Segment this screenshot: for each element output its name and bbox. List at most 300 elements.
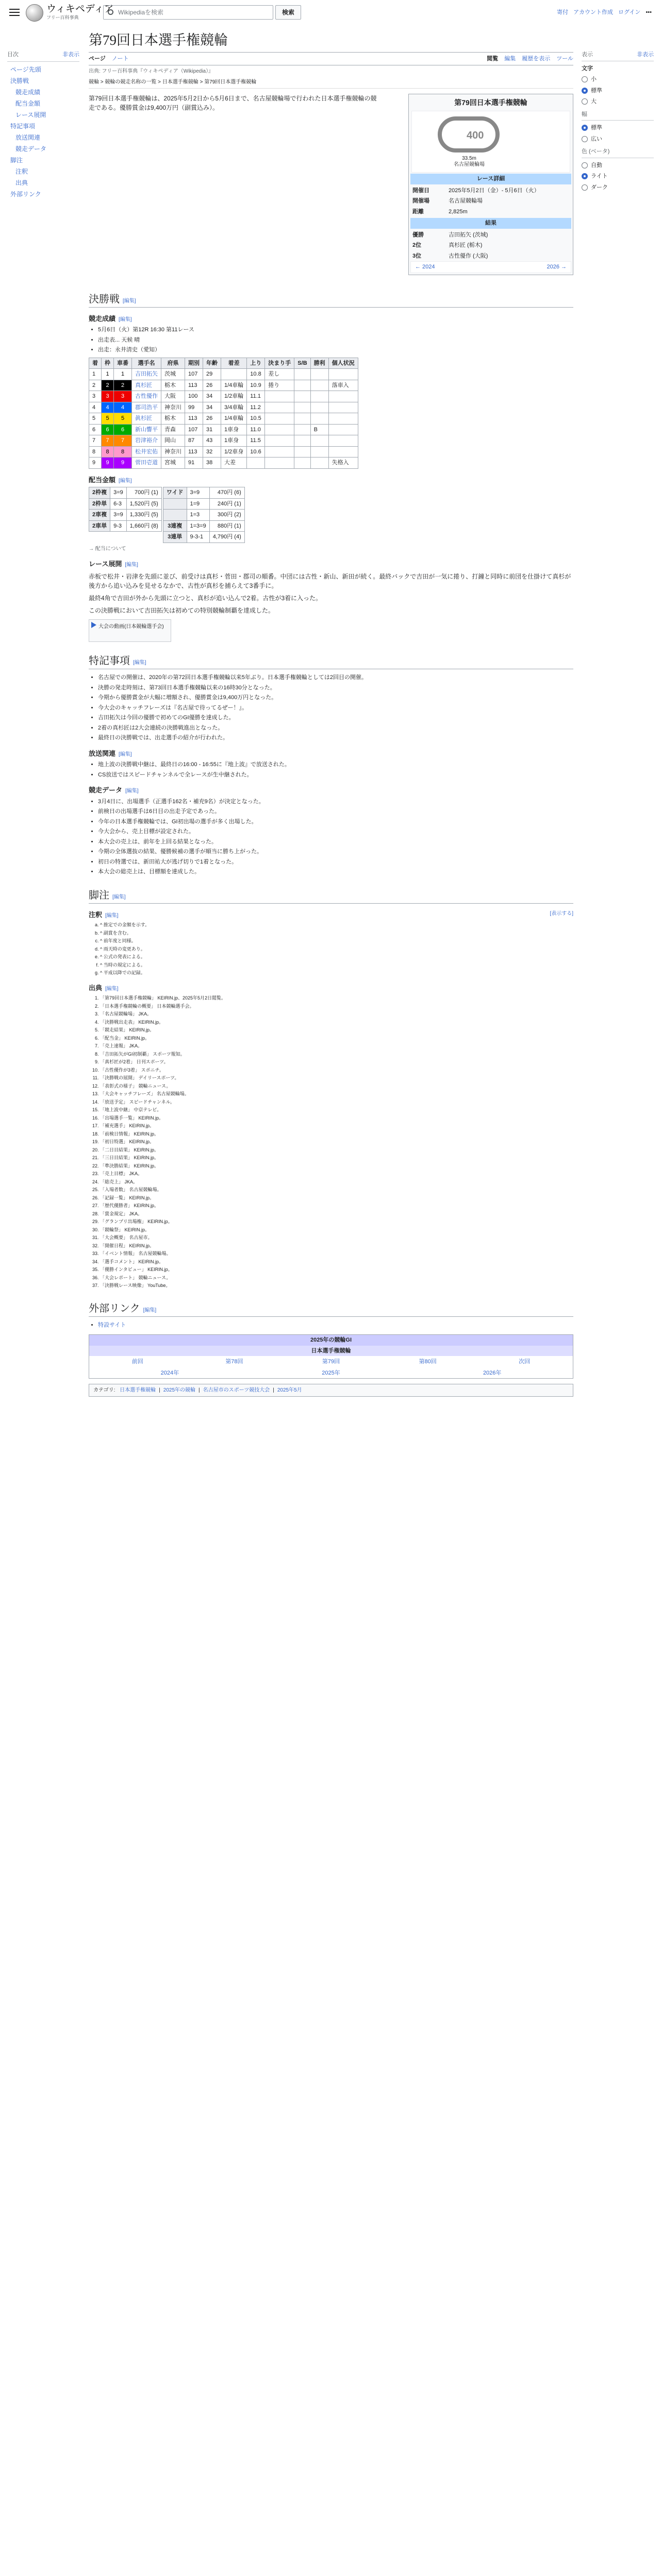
results-column-header: 年齢	[203, 358, 221, 369]
track-caption: 名古屋競輪場	[454, 162, 485, 167]
note-item: • 決勝の発走時刻は、第73回日本選手権競輪以来の16時30分となった。	[98, 684, 573, 692]
results-cell: 11.5	[247, 435, 265, 447]
navbox-link[interactable]: 前回	[131, 1359, 143, 1365]
source-item: 24. 「総売上」 JKA。	[100, 1179, 573, 1186]
payout-cell: 3=9	[187, 487, 209, 499]
infobox-row	[410, 240, 571, 251]
results-cell: 9	[114, 457, 132, 469]
results-cell: 8	[114, 446, 132, 457]
appearance-header: 表示 非表示	[582, 50, 654, 61]
payout-cell: 9-3-1	[187, 532, 209, 543]
results-cell: 神奈川	[161, 402, 185, 413]
donate-link[interactable]: 寄付	[557, 9, 569, 15]
play-icon	[91, 622, 96, 628]
results-cell: 3	[114, 391, 132, 402]
navbox-title[interactable]: 2025年の競輪GI	[89, 1335, 573, 1346]
race-paragraph: 赤板で松井・岩津を先頭に並び、前受けは真杉・菅田・郡司の順番。中団には古性・新山、新田が続く。最終バックで吉田が一気に捲り、打鐘と同時に前団を仕掛けて真杉が後方から追い込みを見せるなかで、古性が真杉を捕らえて3番手に。	[89, 573, 571, 589]
results-cell: 31	[203, 424, 221, 435]
source-item: 34. 「選手コメント」 KEIRIN.jp。	[100, 1259, 573, 1266]
source-item: 14. 「放送予定」 スピードチャンネル。	[100, 1099, 573, 1106]
subsection-sources: 出典 [編集]	[89, 984, 119, 992]
results-cell: 2	[114, 380, 132, 391]
results-cell: 捲り	[265, 380, 294, 391]
breadcrumb[interactable]: 競輪 > 競輪の競走名称の一覧 > 日本選手権競輪 > 第79回日本選手権競輪	[89, 77, 573, 89]
source-item: 27. 「歴代優勝者」 KEIRIN.jp。	[100, 1202, 573, 1210]
results-cell: 岡山	[161, 435, 185, 447]
results-row	[89, 380, 358, 391]
results-cell	[310, 391, 328, 402]
infobox-nav	[410, 261, 571, 273]
results-cell	[328, 369, 358, 380]
source-item: 15. 「地上波中継」 中京テレビ。	[100, 1107, 573, 1114]
results-cell: 1/4車輪	[221, 413, 247, 425]
payout-cell: 300円 (2)	[209, 510, 244, 521]
toc-item[interactable]: 特記事項	[10, 122, 36, 130]
tab-tools[interactable]: ツール	[556, 55, 573, 62]
radio-icon[interactable]	[582, 184, 588, 191]
results-cell	[221, 369, 247, 380]
payout-cell: 3=9	[110, 487, 127, 499]
results-cell: 4	[89, 402, 102, 413]
search-input[interactable]	[103, 5, 273, 20]
results-cell: 100	[185, 391, 203, 402]
results-row	[89, 457, 358, 469]
appearance-panel	[582, 50, 654, 194]
results-cell: 9	[89, 457, 102, 469]
infobox-value: 2025年5月2日（金）- 5月6日（火）	[449, 187, 540, 194]
payout-cell: 2枠単	[89, 498, 110, 510]
infobox-row	[410, 207, 571, 217]
toc-header: 目次 非表示	[7, 50, 79, 62]
infobox-key: 3位	[412, 252, 422, 259]
toc-item[interactable]: 注釈	[15, 167, 28, 175]
edit-link[interactable]: [編集]	[143, 1307, 157, 1313]
payout-row	[89, 510, 162, 521]
external-link[interactable]: 特設サイト	[98, 1321, 126, 1328]
results-cell[interactable]: 菅田壱道	[132, 457, 161, 469]
edit-link[interactable]: [編集]	[125, 788, 139, 794]
navbox-link[interactable]: 2024年	[160, 1369, 179, 1376]
category-link[interactable]: 日本選手権競輪	[120, 1387, 156, 1393]
results-row	[89, 424, 358, 435]
source-item: 20. 「二日目結果」 KEIRIN.jp。	[100, 1147, 573, 1154]
results-column-header: S/B	[294, 358, 310, 369]
notes-toggle[interactable]: [表示する]	[550, 910, 573, 917]
results-cell: 落車入	[328, 380, 358, 391]
infobox-key: 優勝	[412, 231, 424, 238]
results-column-header: 個人状況	[328, 358, 358, 369]
results-cell	[294, 369, 310, 380]
broadcast-item: • CS放送ではスピードチャンネルで全レースが生中継された。	[98, 771, 573, 779]
source-item: 3. 「名古屋競輪場」 JKA。	[100, 1011, 573, 1018]
toc-hide-button[interactable]: 非表示	[62, 52, 79, 58]
source-item: 9. 「真杉匠が2着」 日刊スポーツ。	[100, 1059, 573, 1066]
track-length: 400	[467, 130, 484, 141]
edit-link[interactable]: [編集]	[133, 660, 146, 666]
infobox-value: 真杉匠 (栃木)	[449, 242, 483, 248]
next-edition-link[interactable]: 2026 →	[547, 264, 567, 270]
section-final: 決勝戦 [編集]	[89, 292, 573, 308]
results-cell	[265, 457, 294, 469]
source-item: 26. 「記録一覧」 KEIRIN.jp。	[100, 1195, 573, 1202]
note-item: • 吉田拓矢は今回の優勝で初めてのGI優勝を達成した。	[98, 714, 573, 722]
edit-link[interactable]: [編集]	[123, 298, 136, 304]
results-column-header: 勝利	[310, 358, 328, 369]
navbox-link[interactable]: 2026年	[483, 1369, 502, 1376]
source-item: 6. 「配当金」 KEIRIN.jp。	[100, 1035, 573, 1042]
results-cell	[265, 413, 294, 425]
payout-cell: 470円 (6)	[209, 487, 244, 499]
toc-item[interactable]: 外部リンク	[10, 190, 41, 198]
text-option-label: 大	[591, 98, 597, 105]
payout-cell: 240円 (1)	[209, 498, 244, 510]
results-cell: 1	[89, 369, 102, 380]
track-bank: 33.5m	[462, 156, 476, 161]
payout-cell: 700円 (1)	[126, 487, 161, 499]
data-item: • 前検日の出場選手は6日目の出走予定であった。	[98, 807, 573, 816]
results-cell: 26	[203, 380, 221, 391]
radio-icon[interactable]	[582, 76, 588, 82]
results-cell: 差し	[265, 369, 294, 380]
navbox	[89, 1334, 573, 1379]
race-video[interactable]	[89, 619, 171, 642]
wikipedia-globe-icon	[26, 4, 43, 22]
payout-cell	[163, 498, 187, 510]
results-cell: 1車身	[221, 435, 247, 447]
results-cell: 大阪	[161, 391, 185, 402]
results-cell: 29	[203, 369, 221, 380]
edit-link[interactable]: [編集]	[105, 986, 119, 992]
results-cell: 6	[102, 424, 114, 435]
source-item: 4. 「決勝戦出走表」 KEIRIN.jp。	[100, 1019, 573, 1026]
source-item: 22. 「準決勝結果」 KEIRIN.jp。	[100, 1163, 573, 1170]
payout-cell: 1=3=9	[187, 520, 209, 532]
results-cell: 7	[102, 435, 114, 447]
payout-cell	[163, 510, 187, 521]
toc-item[interactable]: 競走データ	[15, 145, 47, 152]
results-cell: 10.6	[247, 446, 265, 457]
tab-talk[interactable]: ノート	[111, 55, 129, 62]
categories-label[interactable]: カテゴリ:	[93, 1387, 115, 1393]
source-item: 33. 「イベント情報」 名古屋競輪場。	[100, 1250, 573, 1258]
color-option[interactable]	[582, 183, 654, 192]
results-cell	[328, 446, 358, 457]
payout-cell: 3連複	[163, 520, 187, 532]
toc-item[interactable]: 出典	[15, 179, 28, 187]
subsection-notes: 注釈 [編集] [表示する]	[89, 910, 573, 919]
payout-cell: 1,330円 (5)	[126, 510, 161, 521]
navbox-link[interactable]: 2025年	[322, 1369, 340, 1376]
results-cell: 1	[114, 369, 132, 380]
edit-link[interactable]: [編集]	[105, 912, 119, 919]
results-row	[89, 369, 358, 380]
toc-item[interactable]: 配当金額	[15, 99, 41, 107]
results-cell: 宮城	[161, 457, 185, 469]
text-option[interactable]	[582, 97, 654, 106]
results-cell[interactable]: 真杉匠	[132, 380, 161, 391]
edit-link[interactable]: [編集]	[119, 316, 132, 323]
color-option[interactable]	[582, 161, 654, 170]
payout-cell: 1,660円 (8)	[126, 520, 161, 532]
payout-row	[89, 487, 162, 499]
payout-cell: 9-3	[110, 520, 127, 532]
results-cell	[294, 380, 310, 391]
results-cell	[294, 435, 310, 447]
category-link[interactable]: 2025年5月	[277, 1387, 302, 1393]
results-cell[interactable]: 松井宏佑	[132, 446, 161, 457]
infobox-key: 開催場	[412, 198, 429, 204]
results-cell: 8	[102, 446, 114, 457]
results-cell	[328, 424, 358, 435]
toc-item[interactable]: 決勝戦	[10, 77, 29, 84]
infobox-value: 2,825m	[449, 208, 468, 215]
results-cell: 5	[102, 413, 114, 425]
payout-cell: 4,790円 (4)	[209, 532, 244, 543]
subsection-broadcast: 放送関連 [編集]	[89, 749, 132, 757]
source-item: 1. 「第79回日本選手権競輪」 KEIRIN.jp、2025年5月2日閲覧。	[100, 995, 573, 1002]
width-option[interactable]	[582, 135, 654, 144]
results-cell: 43	[203, 435, 221, 447]
results-cell: 神奈川	[161, 446, 185, 457]
payout-cell: 880円 (1)	[209, 520, 244, 532]
category-separator: |	[159, 1387, 160, 1393]
results-cell: B	[310, 424, 328, 435]
width-option[interactable]	[582, 124, 654, 132]
results-table	[89, 358, 358, 469]
results-cell: 1車身	[221, 424, 247, 435]
results-cell: 4	[114, 402, 132, 413]
results-cell: 2	[89, 380, 102, 391]
radio-icon[interactable]	[582, 136, 588, 142]
source-item: 28. 「賞金規定」 JKA。	[100, 1211, 573, 1218]
header	[0, 0, 662, 26]
toc-item[interactable]: レース展開	[15, 111, 46, 118]
site-tagline: フリー百科事典	[46, 15, 79, 21]
payout-cell: 6-3	[110, 498, 127, 510]
source-item: 17. 「補充選手」 KEIRIN.jp。	[100, 1123, 573, 1130]
category-link[interactable]: 2025年の競輪	[163, 1387, 196, 1393]
results-cell	[265, 391, 294, 402]
results-cell: 11.2	[247, 402, 265, 413]
results-cell: 6	[89, 424, 102, 435]
data-item: • 今年の日本選手権競輪では、GI初出場の選手が多く出場した。	[98, 818, 573, 826]
toc-item[interactable]: ページ先頭	[10, 65, 41, 73]
final-meta-item: • 出走：永井清史（愛知）	[98, 346, 573, 354]
payout-cell: 3連単	[163, 532, 187, 543]
results-cell: 34	[203, 402, 221, 413]
source-item: 30. 「競輪祭」 KEIRIN.jp。	[100, 1227, 573, 1234]
results-row	[89, 413, 358, 425]
edit-link[interactable]: [編集]	[119, 478, 132, 484]
payout-table-right	[163, 487, 245, 543]
navbox-link[interactable]: 第80回	[419, 1359, 437, 1365]
results-cell: 1/4車輪	[221, 380, 247, 391]
login-link[interactable]: ログイン	[618, 9, 641, 15]
results-cell[interactable]: 古性優作	[132, 391, 161, 402]
source-item: 29. 「グランプリ出場権」 KEIRIN.jp。	[100, 1218, 573, 1226]
note-item: • 今期から優勝賞金が大幅に増額され、優勝賞金は9,400万円となった。	[98, 693, 573, 702]
note-item: • 名古屋での開催は、2020年の第72回日本選手権競輪以来5年ぶり。日本選手権競輪としては2回目の開催。	[98, 673, 573, 682]
intro-paragraph: 第79回日本選手権競輪は、2025年5月2日から5月6日まで、名古屋競輪場で行われた日本選手権競輪の競走である。優勝賞金は9,400万円（副賞込み）。	[89, 95, 377, 111]
site-logo[interactable]	[26, 4, 113, 22]
results-cell: 栃木	[161, 380, 185, 391]
appearance-hide-button[interactable]: 非表示	[637, 52, 654, 58]
toc-item[interactable]: 放送関連	[15, 133, 41, 141]
results-cell: 34	[203, 391, 221, 402]
search-button[interactable]: 検索	[275, 5, 301, 20]
results-cell[interactable]: 新山響平	[132, 424, 161, 435]
navbox-link[interactable]: 次回	[519, 1359, 531, 1365]
toc-item[interactable]: 競走成績	[15, 88, 41, 96]
create-account-link[interactable]: アカウント作成	[573, 9, 613, 15]
results-cell: 7	[114, 435, 132, 447]
results-cell	[328, 435, 358, 447]
results-cell[interactable]: 岩津裕介	[132, 435, 161, 447]
source-item: 23. 「売上目標」 JKA。	[100, 1171, 573, 1178]
menu-icon[interactable]	[8, 7, 21, 19]
infobox-row	[410, 230, 571, 241]
final-meta-item: • 出走表... 天候 晴	[98, 336, 573, 345]
tab-edit[interactable]: 編集	[504, 55, 516, 62]
source-item: 19. 「初日特選」 KEIRIN.jp。	[100, 1139, 573, 1146]
results-cell: 113	[185, 446, 203, 457]
source-item: 8. 「吉田拓矢がGI初制覇」 スポーツ報知。	[100, 1051, 573, 1058]
infobox-key: 開催日	[412, 187, 429, 194]
toc-item[interactable]: 脚注	[10, 156, 23, 164]
color-option[interactable]	[582, 172, 654, 181]
results-cell: 38	[203, 457, 221, 469]
source-item: 32. 「開催日程」 KEIRIN.jp。	[100, 1243, 573, 1250]
results-cell	[310, 402, 328, 413]
footnote-item: f. ^ 当時の規定による。	[100, 962, 573, 969]
payout-row	[163, 532, 244, 543]
category-separator: |	[198, 1387, 200, 1393]
results-column-header: 選手名	[132, 358, 161, 369]
payout-row	[163, 498, 244, 510]
results-cell: 3	[102, 391, 114, 402]
results-cell	[294, 402, 310, 413]
radio-icon[interactable]	[582, 98, 588, 105]
results-cell: 失格入	[328, 457, 358, 469]
source-item: 16. 「出場選手一覧」 KEIRIN.jp。	[100, 1115, 573, 1122]
edit-link[interactable]: [編集]	[119, 751, 132, 757]
text-option[interactable]	[582, 75, 654, 84]
payout-cell: 1,520円 (5)	[126, 498, 161, 510]
payout-cell: 2車単	[89, 520, 110, 532]
source-line: 出典: フリー百科事典『ウィキペディア（Wikipedia）』	[89, 69, 214, 74]
results-cell: 3	[89, 391, 102, 402]
race-paragraph: 最終4角で吉田が外から先頭に立つと、真杉が追い込んで2着。古性が3着に入った。	[89, 595, 322, 602]
tab-read[interactable]: 閲覧	[487, 55, 499, 62]
results-cell	[247, 457, 265, 469]
results-cell: 11.0	[247, 424, 265, 435]
results-cell	[310, 435, 328, 447]
color-option-label: ライト	[591, 173, 608, 179]
results-cell[interactable]: 吉田拓矢	[132, 369, 161, 380]
source-item: 12. 「表彰式の様子」 競輪ニュース。	[100, 1083, 573, 1090]
edit-link[interactable]: [編集]	[125, 562, 138, 568]
results-cell: 107	[185, 369, 203, 380]
tab-history[interactable]: 履歴を表示	[522, 55, 551, 62]
data-item: • 今大会から、売上目標が設定された。	[98, 827, 573, 836]
results-cell[interactable]: 郡司浩平	[132, 402, 161, 413]
source-item: 21. 「三日目結果」 KEIRIN.jp。	[100, 1155, 573, 1162]
payout-note[interactable]: → 配当について	[89, 546, 126, 552]
results-column-header: 着	[89, 358, 102, 369]
infobox-row	[410, 185, 571, 196]
infobox-title: 第79回日本選手権競輪	[454, 98, 527, 107]
radio-icon[interactable]	[582, 88, 588, 94]
results-cell: 青森	[161, 424, 185, 435]
payout-cell: ワイド	[163, 487, 187, 499]
results-cell	[310, 369, 328, 380]
text-option[interactable]	[582, 87, 654, 95]
more-icon[interactable]: •••	[646, 9, 652, 15]
toc-sidebar	[7, 50, 79, 201]
payout-row	[89, 520, 162, 532]
results-cell	[310, 380, 328, 391]
tab-page[interactable]: ページ	[89, 55, 106, 62]
radio-icon[interactable]	[582, 162, 588, 168]
subsection-payout: 配当金額 [編集]	[89, 476, 132, 484]
color-option-label: 自動	[591, 162, 602, 168]
payout-row	[163, 520, 244, 532]
navbox-link[interactable]: 第78回	[225, 1359, 243, 1365]
results-cell: 3/4車輪	[221, 402, 247, 413]
results-cell: 26	[203, 413, 221, 425]
footnote-item: d. ^ 雨天時の変更あり。	[100, 946, 573, 953]
results-cell	[265, 435, 294, 447]
results-column-header: 決まり手	[265, 358, 294, 369]
data-item: • 3月4日に、出場選手（正選手162名・補充9名）が決定となった。	[98, 798, 573, 806]
width-label: 幅	[582, 110, 654, 121]
results-cell: 大差	[221, 457, 247, 469]
results-cell: 107	[185, 424, 203, 435]
results-cell: 7	[89, 435, 102, 447]
results-cell: 栃木	[161, 413, 185, 425]
race-paragraph: この決勝戦において吉田拓矢は初めての特別競輪制覇を達成した。	[89, 607, 275, 614]
results-cell	[310, 413, 328, 425]
category-separator: |	[273, 1387, 274, 1393]
results-row	[89, 391, 358, 402]
width-option-label: 標準	[591, 125, 602, 131]
results-cell: 1/2車身	[221, 446, 247, 457]
page-tabs	[89, 53, 573, 66]
radio-icon[interactable]	[582, 125, 588, 131]
navbox-link[interactable]: 第79回	[322, 1359, 340, 1365]
data-item: • 本大会の売上は、前年を上回る結果となった。	[98, 838, 573, 846]
categories-box	[89, 1384, 573, 1397]
navbox-subtitle[interactable]: 日本選手権競輪	[89, 1346, 573, 1357]
source-item: 35. 「優勝インタビュー」 KEIRIN.jp。	[100, 1266, 573, 1274]
text-option-label: 標準	[591, 87, 602, 94]
prev-edition-link[interactable]: ← 2024	[415, 264, 435, 270]
infobox-row	[410, 251, 571, 262]
infobox-band-race: レース詳細	[410, 174, 571, 184]
edit-link[interactable]: [編集]	[112, 894, 126, 900]
search-placeholder: Wikipediaを検索	[118, 9, 164, 16]
results-cell[interactable]: 眞杉匠	[132, 413, 161, 425]
results-row	[89, 446, 358, 457]
payout-cell: 2車複	[89, 510, 110, 521]
results-cell	[328, 402, 358, 413]
source-item: 37. 「決勝戦レース映像」 YouTube。	[100, 1282, 573, 1290]
infobox-value: 古性優作 (大阪)	[449, 252, 488, 259]
payout-table-left	[89, 487, 162, 532]
category-link[interactable]: 名古屋市のスポーツ競技大会	[203, 1387, 270, 1393]
radio-icon[interactable]	[582, 173, 588, 179]
results-cell: 5	[89, 413, 102, 425]
